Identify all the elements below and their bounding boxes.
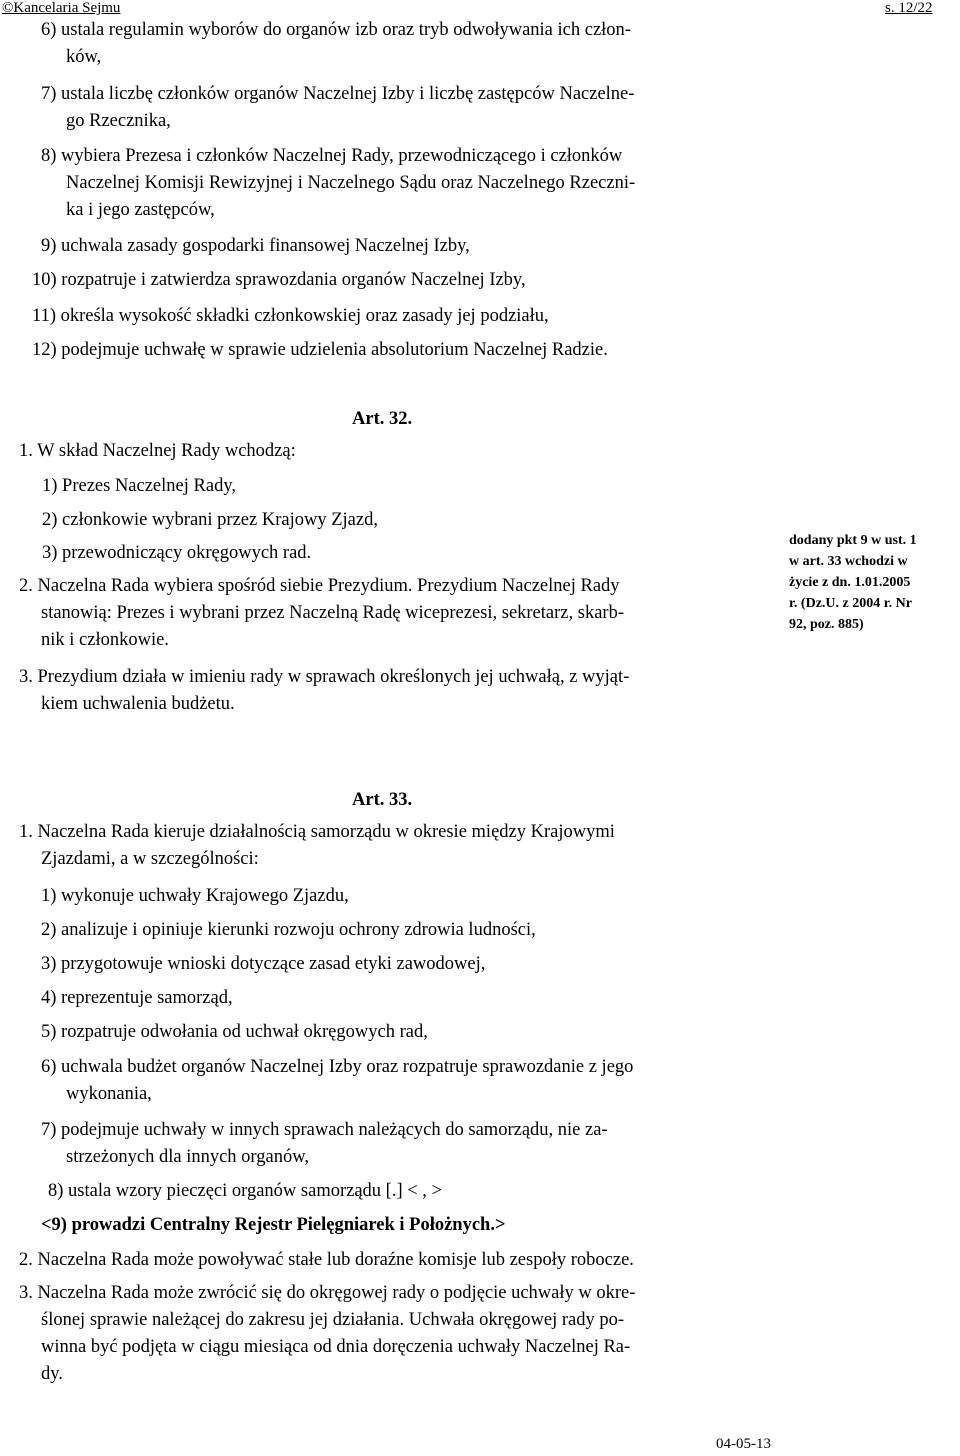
art33-item-4: 4) reprezentuje samorząd, <box>41 988 233 1008</box>
art31-item-8-line2: Naczelnej Komisji Rewizyjnej i Naczelnego Sądu oraz Naczelnego Rzeczni- <box>66 173 636 193</box>
art33-item-7-line1: 7) podejmuje uchwały w innych sprawach należących do samorządu, nie za- <box>41 1120 608 1140</box>
art31-item-7-line1: 7) ustala liczbę członków organów Naczelnej Izby i liczbę zastępców Naczelne- <box>41 84 635 104</box>
art33-p1-line1: 1. Naczelna Rada kieruje działalnością samorządu w okresie między Krajowymi <box>19 822 615 842</box>
art33-p1-line2: Zjazdami, a w szczególności: <box>41 849 259 869</box>
art32-p3-line2: kiem uchwalenia budżetu. <box>41 694 235 714</box>
side-note-line5: 92, poz. 885) <box>789 617 864 632</box>
art32-p1-item-1: 1) Prezes Naczelnej Rady, <box>42 476 236 496</box>
art33-p3-line3: winna być podjęta w ciągu miesiąca od dnia doręczenia uchwały Naczelnej Ra- <box>41 1337 631 1357</box>
art33-item-6-line2: wykonania, <box>66 1084 152 1104</box>
art33-item-8: 8) ustala wzory pieczęci organów samorządu [.] < , > <box>48 1181 442 1201</box>
art33-p3-line4: dy. <box>41 1364 63 1384</box>
header-left[interactable]: ©Kancelaria Sejmu <box>2 0 121 16</box>
art32-p3-line1: 3. Prezydium działa w imieniu rady w sprawach określonych jej uchwałą, z wyjąt- <box>19 667 630 687</box>
art32-p1-item-2: 2) członkowie wybrani przez Krajowy Zjazd, <box>42 510 378 530</box>
art33-item-3: 3) przygotowuje wnioski dotyczące zasad etyki zawodowej, <box>41 954 486 974</box>
art33-item-9: <9) prowadzi Centralny Rejestr Pielęgniarek i Położnych.> <box>41 1215 506 1235</box>
footer-date: 04-05-13 <box>716 1436 771 1452</box>
side-note-line1: dodany pkt 9 w ust. 1 <box>789 533 917 548</box>
art31-item-10: 10) rozpatruje i zatwierdza sprawozdania organów Naczelnej Izby, <box>32 270 526 290</box>
side-note-line4: r. (Dz.U. z 2004 r. Nr <box>789 596 912 611</box>
art32-p2-line1: 2. Naczelna Rada wybiera spośród siebie Prezydium. Prezydium Naczelnej Rady <box>19 576 620 596</box>
art31-item-8-line1: 8) wybiera Prezesa i członków Naczelnej Rady, przewodniczącego i członków <box>41 146 623 166</box>
art31-item-11: 11) określa wysokość składki członkowskiej oraz zasady jej podziału, <box>32 306 549 326</box>
art32-p2-line3: nik i członkowie. <box>41 630 169 650</box>
art31-item-6-line1: 6) ustala regulamin wyborów do organów izb oraz tryb odwoływania ich człon- <box>41 20 631 40</box>
art31-item-9: 9) uchwala zasady gospodarki finansowej Naczelnej Izby, <box>41 236 470 256</box>
art32-p2-line2: stanowią: Prezes i wybrani przez Naczelną Radę wiceprezesi, sekretarz, skarb- <box>41 603 624 623</box>
art33-title: Art. 33. <box>352 790 413 810</box>
art31-item-6-line2: ków, <box>66 47 102 67</box>
art31-item-7-line2: go Rzecznika, <box>66 111 171 131</box>
header-right[interactable]: s. 12/22 <box>885 0 933 16</box>
art33-item-1: 1) wykonuje uchwały Krajowego Zjazdu, <box>41 886 349 906</box>
art32-p1: 1. W skład Naczelnej Rady wchodzą: <box>19 441 296 461</box>
art33-item-5: 5) rozpatruje odwołania od uchwał okręgowych rad, <box>41 1022 428 1042</box>
art33-item-6-line1: 6) uchwala budżet organów Naczelnej Izby oraz rozpatruje sprawozdanie z jego <box>41 1057 634 1077</box>
side-note-line2: w art. 33 wchodzi w <box>789 554 908 569</box>
art33-p2: 2. Naczelna Rada może powoływać stałe lub doraźne komisje lub zespoły robocze. <box>19 1250 634 1270</box>
art33-item-7-line2: strzeżonych dla innych organów, <box>66 1147 309 1167</box>
art32-title: Art. 32. <box>352 409 413 429</box>
art33-item-2: 2) analizuje i opiniuje kierunki rozwoju ochrony zdrowia ludności, <box>41 920 536 940</box>
art32-p1-item-3: 3) przewodniczący okręgowych rad. <box>42 543 312 563</box>
art33-p3-line1: 3. Naczelna Rada może zwrócić się do okręgowej rady o podjęcie uchwały w okre- <box>19 1283 636 1303</box>
art33-p3-line2: ślonej sprawie należącej do zakresu jej działania. Uchwała okręgowej rady po- <box>41 1310 625 1330</box>
art31-item-12: 12) podejmuje uchwałę w sprawie udzielenia absolutorium Naczelnej Radzie. <box>32 340 608 360</box>
side-note-line3: życie z dn. 1.01.2005 <box>789 575 911 590</box>
art31-item-8-line3: ka i jego zastępców, <box>66 200 215 220</box>
